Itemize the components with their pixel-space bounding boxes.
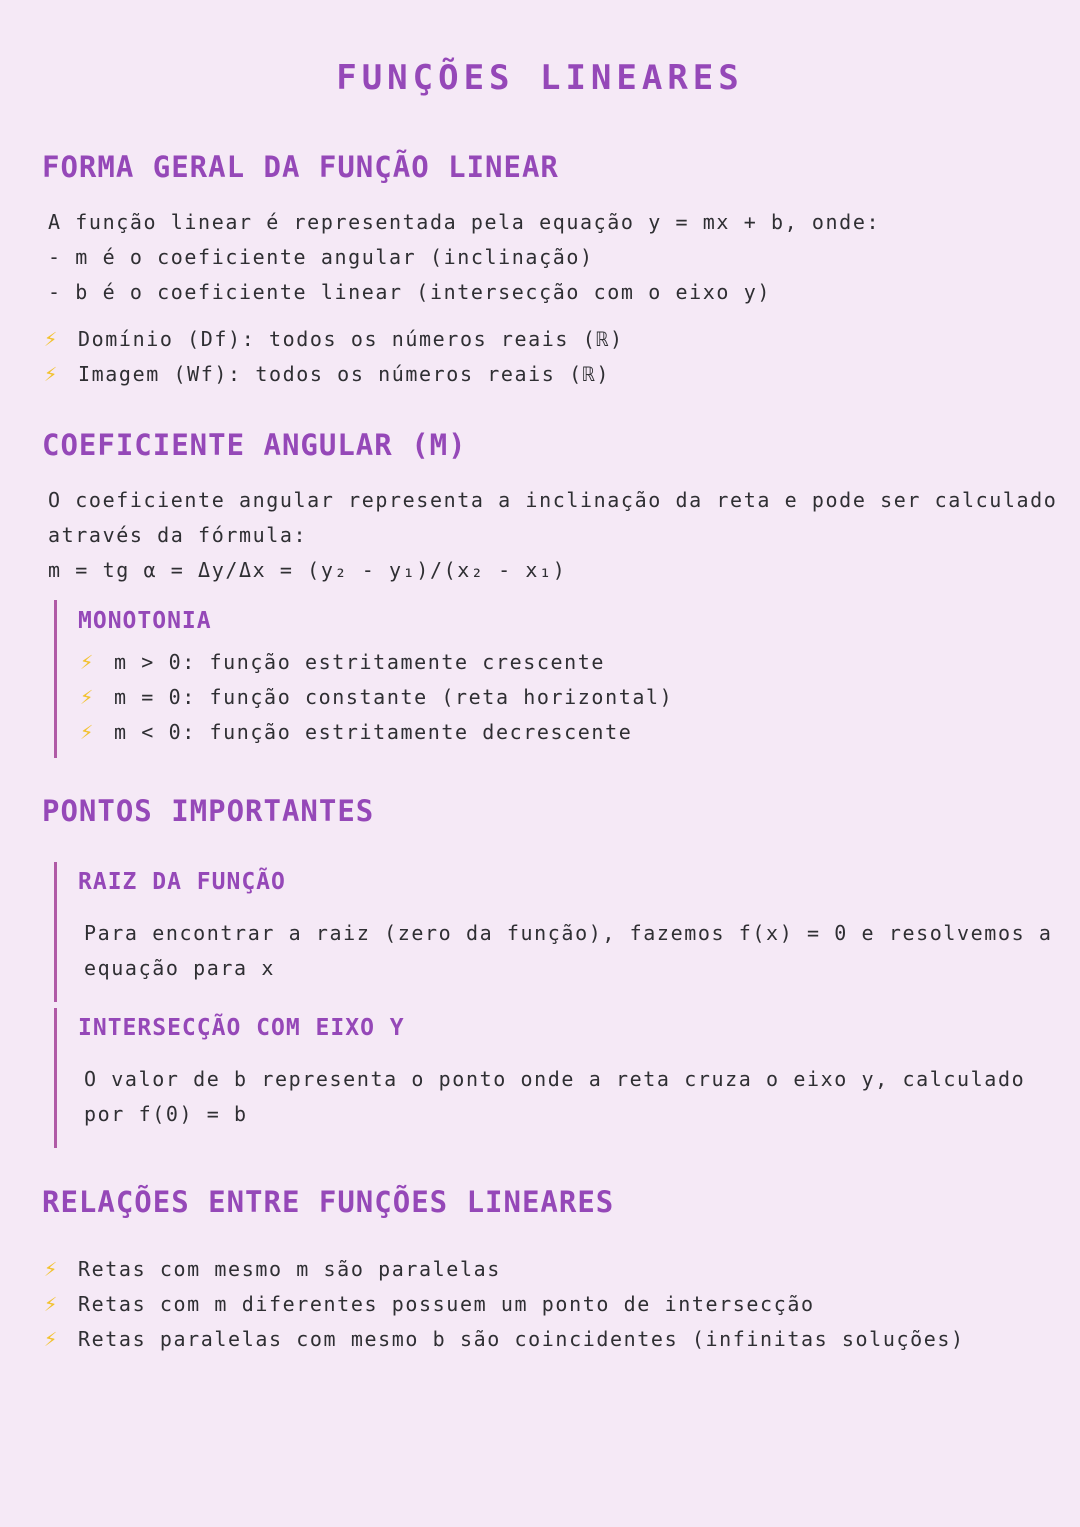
subheading-raiz: RAIZ DA FUNÇÃO xyxy=(78,869,286,895)
lightning-icon: ⚡ xyxy=(80,650,95,675)
subheading-monotonia: MONOTONIA xyxy=(78,608,212,634)
list-item-text: Retas com m diferentes possuem um ponto de intersecção xyxy=(78,1292,815,1316)
list-item xyxy=(44,1257,501,1282)
lightning-icon: ⚡ xyxy=(44,327,59,352)
list-item-text: Retas com mesmo m são paralelas xyxy=(78,1257,501,1281)
callout-bar xyxy=(54,1008,57,1148)
callout-bar xyxy=(54,600,57,758)
paragraph-line: Para encontrar a raiz (zero da função), fazemos f(x) = 0 e resolvemos a xyxy=(84,921,1053,945)
list-item-text: m > 0: função estritamente crescente xyxy=(114,650,606,674)
list-item xyxy=(44,362,610,387)
lightning-icon: ⚡ xyxy=(44,1327,59,1352)
callout-bar xyxy=(54,862,57,1002)
list-item-text: Retas paralelas com mesmo b são coincidentes (infinitas soluções) xyxy=(78,1327,965,1351)
paragraph-line: - b é o coeficiente linear (intersecção com o eixo y) xyxy=(48,280,771,304)
lightning-icon: ⚡ xyxy=(80,685,95,710)
list-item xyxy=(80,685,673,710)
paragraph-line: O valor de b representa o ponto onde a reta cruza o eixo y, calculado xyxy=(84,1067,1026,1091)
list-item-text: Domínio (Df): todos os números reais (ℝ) xyxy=(78,327,624,351)
list-item-text: Imagem (Wf): todos os números reais (ℝ) xyxy=(78,362,610,386)
paragraph-line: - m é o coeficiente angular (inclinação) xyxy=(48,245,594,269)
list-item xyxy=(80,720,632,745)
section-heading-pontos-importantes: PONTOS IMPORTANTES xyxy=(42,794,375,828)
formula-line: m = tg α = Δy/Δx = (y₂ - y₁)/(x₂ - x₁) xyxy=(48,558,567,582)
page-title: FUNÇÕES LINEARES xyxy=(336,58,744,98)
list-item xyxy=(44,1327,965,1352)
section-heading-coeficiente-angular: COEFICIENTE ANGULAR (M) xyxy=(42,428,467,462)
section-heading-relacoes: RELAÇÕES ENTRE FUNÇÕES LINEARES xyxy=(42,1185,615,1219)
list-item-text: m = 0: função constante (reta horizontal) xyxy=(114,685,674,709)
paragraph-line: A função linear é representada pela equação y = mx + b, onde: xyxy=(48,210,881,234)
paragraph-line: através da fórmula: xyxy=(48,523,308,547)
paragraph-line: equação para x xyxy=(84,956,275,980)
section-heading-forma-geral: FORMA GERAL DA FUNÇÃO LINEAR xyxy=(42,150,559,184)
lightning-icon: ⚡ xyxy=(44,1257,59,1282)
list-item xyxy=(80,650,605,675)
paragraph-line: por f(0) = b xyxy=(84,1102,248,1126)
list-item-text: m < 0: função estritamente decrescente xyxy=(114,720,633,744)
paragraph-line: O coeficiente angular representa a inclinação da reta e pode ser calculado xyxy=(48,488,1058,512)
list-item xyxy=(44,1292,815,1317)
lightning-icon: ⚡ xyxy=(80,720,95,745)
lightning-icon: ⚡ xyxy=(44,1292,59,1317)
subheading-interseccao: INTERSECÇÃO COM EIXO Y xyxy=(78,1015,405,1041)
list-item xyxy=(44,327,624,352)
lightning-icon: ⚡ xyxy=(44,362,59,387)
